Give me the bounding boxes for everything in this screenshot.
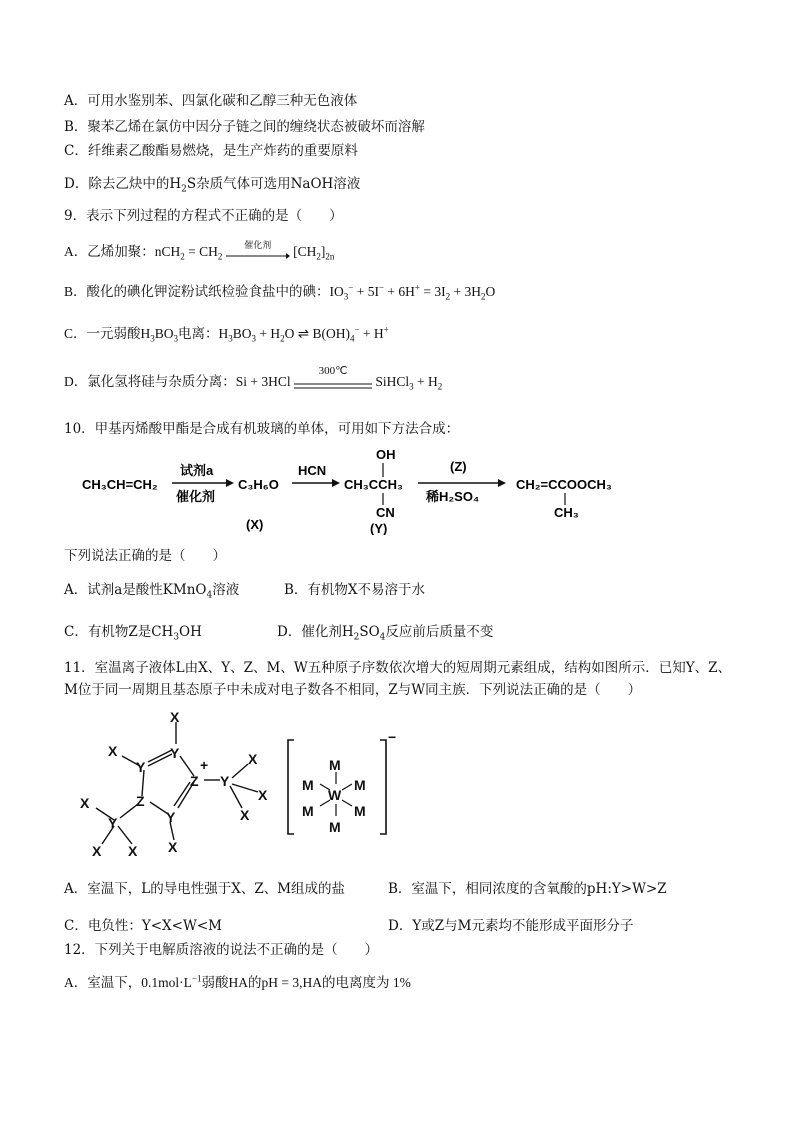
q11-option-c: C．电负性：Y<X<W<M xyxy=(64,918,222,934)
equilibrium-arrow-icon: ⇌ xyxy=(297,326,310,341)
atom-y-ring-top: Y xyxy=(170,745,180,761)
scheme-hcn: HCN xyxy=(298,463,327,478)
atom-z-ring-left: Z xyxy=(136,793,145,809)
q11-option-d: D．Y或Z与M元素均不能形成平面形分子 xyxy=(388,918,634,934)
scheme-z-label: (Z) xyxy=(450,459,467,474)
scheme-y-oh: OH xyxy=(376,447,396,462)
q10-option-c: C．有机物Z是$CH_3OH$ xyxy=(64,624,202,643)
scheme-x-formula: C₃H₆O xyxy=(238,477,279,492)
reaction-arrow-icon: 催化剂 xyxy=(226,248,290,258)
q11-option-b: B．室温下，相同浓度的含氧酸的pH:Y>W>Z xyxy=(388,881,667,897)
q9-option-b: B．酸化的碘化钾淀粉试纸检验食盐中的碘：$IO_3^- + 5I^- + 6H^+ = 3I_2 + 3H_2O$ xyxy=(64,282,496,302)
scheme-reactant: CH₃CH=CH₂ xyxy=(82,477,158,492)
cation-plus: + xyxy=(200,757,209,773)
atom-z-ring-right: Z xyxy=(190,773,199,789)
anion-m-lower-left: M xyxy=(302,803,314,819)
q8-option-a: A．可用水鉴别苯、四氯化碳和乙醇三种无色液体 xyxy=(64,93,358,109)
atom-x-right-2: X xyxy=(258,787,268,803)
scheme-dilute-acid: 稀H₂SO₄ xyxy=(426,489,480,504)
scheme-y-label: (Y) xyxy=(370,521,388,535)
scheme-product: CH₂=CCOOCH₃ xyxy=(516,477,612,492)
atom-x-left-top: X xyxy=(108,743,118,759)
q8-option-d: D．除去乙炔中的$H_2S$杂质气体可选用NaOH溶液 xyxy=(64,176,361,195)
scheme-catalyst: 催化剂 xyxy=(176,489,216,504)
scheme-reagent-a: 试剂a xyxy=(180,463,214,478)
scheme-product-methyl: CH₃ xyxy=(554,505,579,520)
atom-x-bottom: X xyxy=(168,839,178,855)
q10-option-d: D．催化剂$H_2SO_4$反应前后质量不变 xyxy=(277,624,494,643)
reaction-equals-icon: 300℃ xyxy=(318,364,348,377)
atom-x-right-3: X xyxy=(240,807,250,823)
q12-option-a: A．室温下，$0.1mol\cdot L^{-1}$弱酸HA的pH = 3,HA的电离度为 1% xyxy=(64,973,411,990)
q9-option-a: A．乙烯加聚：$nCH_2 = CH_2$ 催化剂 $[CH_2]_{2n}$ xyxy=(64,239,335,262)
anion-m-top: M xyxy=(329,757,341,773)
q12-stem: 12．下列关于电解质溶液的说法不正确的是（ ） xyxy=(64,942,379,958)
atom-x-left-bottom-1: X xyxy=(92,843,102,859)
anion-w-center: W xyxy=(328,787,342,803)
scheme-y-cn: CN xyxy=(376,505,395,520)
q11-option-a: A．室温下，L的导电性强于X、Z、M组成的盐 xyxy=(64,881,346,897)
atom-y-right: Y xyxy=(220,773,230,789)
anion-m-upper-right: M xyxy=(354,777,366,793)
synthesis-scheme xyxy=(80,445,720,535)
q10-option-b: B．有机物X不易溶于水 xyxy=(284,582,426,598)
scheme-x-label: (X) xyxy=(246,517,264,532)
atom-x-left-bottom-2: X xyxy=(128,843,138,859)
atom-x-left: X xyxy=(80,795,90,811)
scheme-y-main: CH₃CCH₃ xyxy=(344,477,403,492)
atom-y-ring-bottom: Y xyxy=(166,809,176,825)
q10-stem: 10．甲基丙烯酸甲酯是合成有机玻璃的单体，可用如下方法合成： xyxy=(64,421,460,437)
atom-y-ring-left: Y xyxy=(136,759,146,775)
q10-option-a: A．试剂a是酸性KMnO$_4$溶液 xyxy=(64,582,240,601)
anion-m-bottom: M xyxy=(329,819,341,835)
ionic-liquid-structure xyxy=(70,710,410,860)
q9-stem: 9．表示下列过程的方程式不正确的是（ ） xyxy=(64,208,343,224)
anion-minus: − xyxy=(388,729,397,745)
q9-option-c: C．一元弱酸$H_3BO_3$电离：$H_3BO_3 + H_2O$ ⇌ $B(OH)_4^- + H^+$ xyxy=(64,324,389,344)
anion-m-upper-left: M xyxy=(302,777,314,793)
atom-x-right-1: X xyxy=(248,751,258,767)
q10-substem: 下列说法正确的是（ ） xyxy=(64,548,226,564)
q8-option-c: C．纤维素乙酸酯易燃烧，是生产炸药的重要原料 xyxy=(64,143,358,159)
q11-stem: 11．室温离子液体L由X、Y、Z、M、W五种原子序数依次增大的短周期元素组成，结构如图所示．已知Y、Z、M位于同一周期且基态原子中未成对电子数各不相同，Z与W同主族．下列说法正确的是（ ） xyxy=(64,660,732,698)
atom-x-top: X xyxy=(170,710,180,725)
atom-y-methyl-left: Y xyxy=(108,815,118,831)
anion-m-lower-right: M xyxy=(354,803,366,819)
q9-option-d: D．氯化氢将硅与杂质分离：Si + 3HCl 300℃ SiHCl$_3$ + $H_2$ xyxy=(64,364,443,392)
q8-option-b: B．聚苯乙烯在氯仿中因分子链之间的缠绕状态被破坏而溶解 xyxy=(64,119,425,135)
